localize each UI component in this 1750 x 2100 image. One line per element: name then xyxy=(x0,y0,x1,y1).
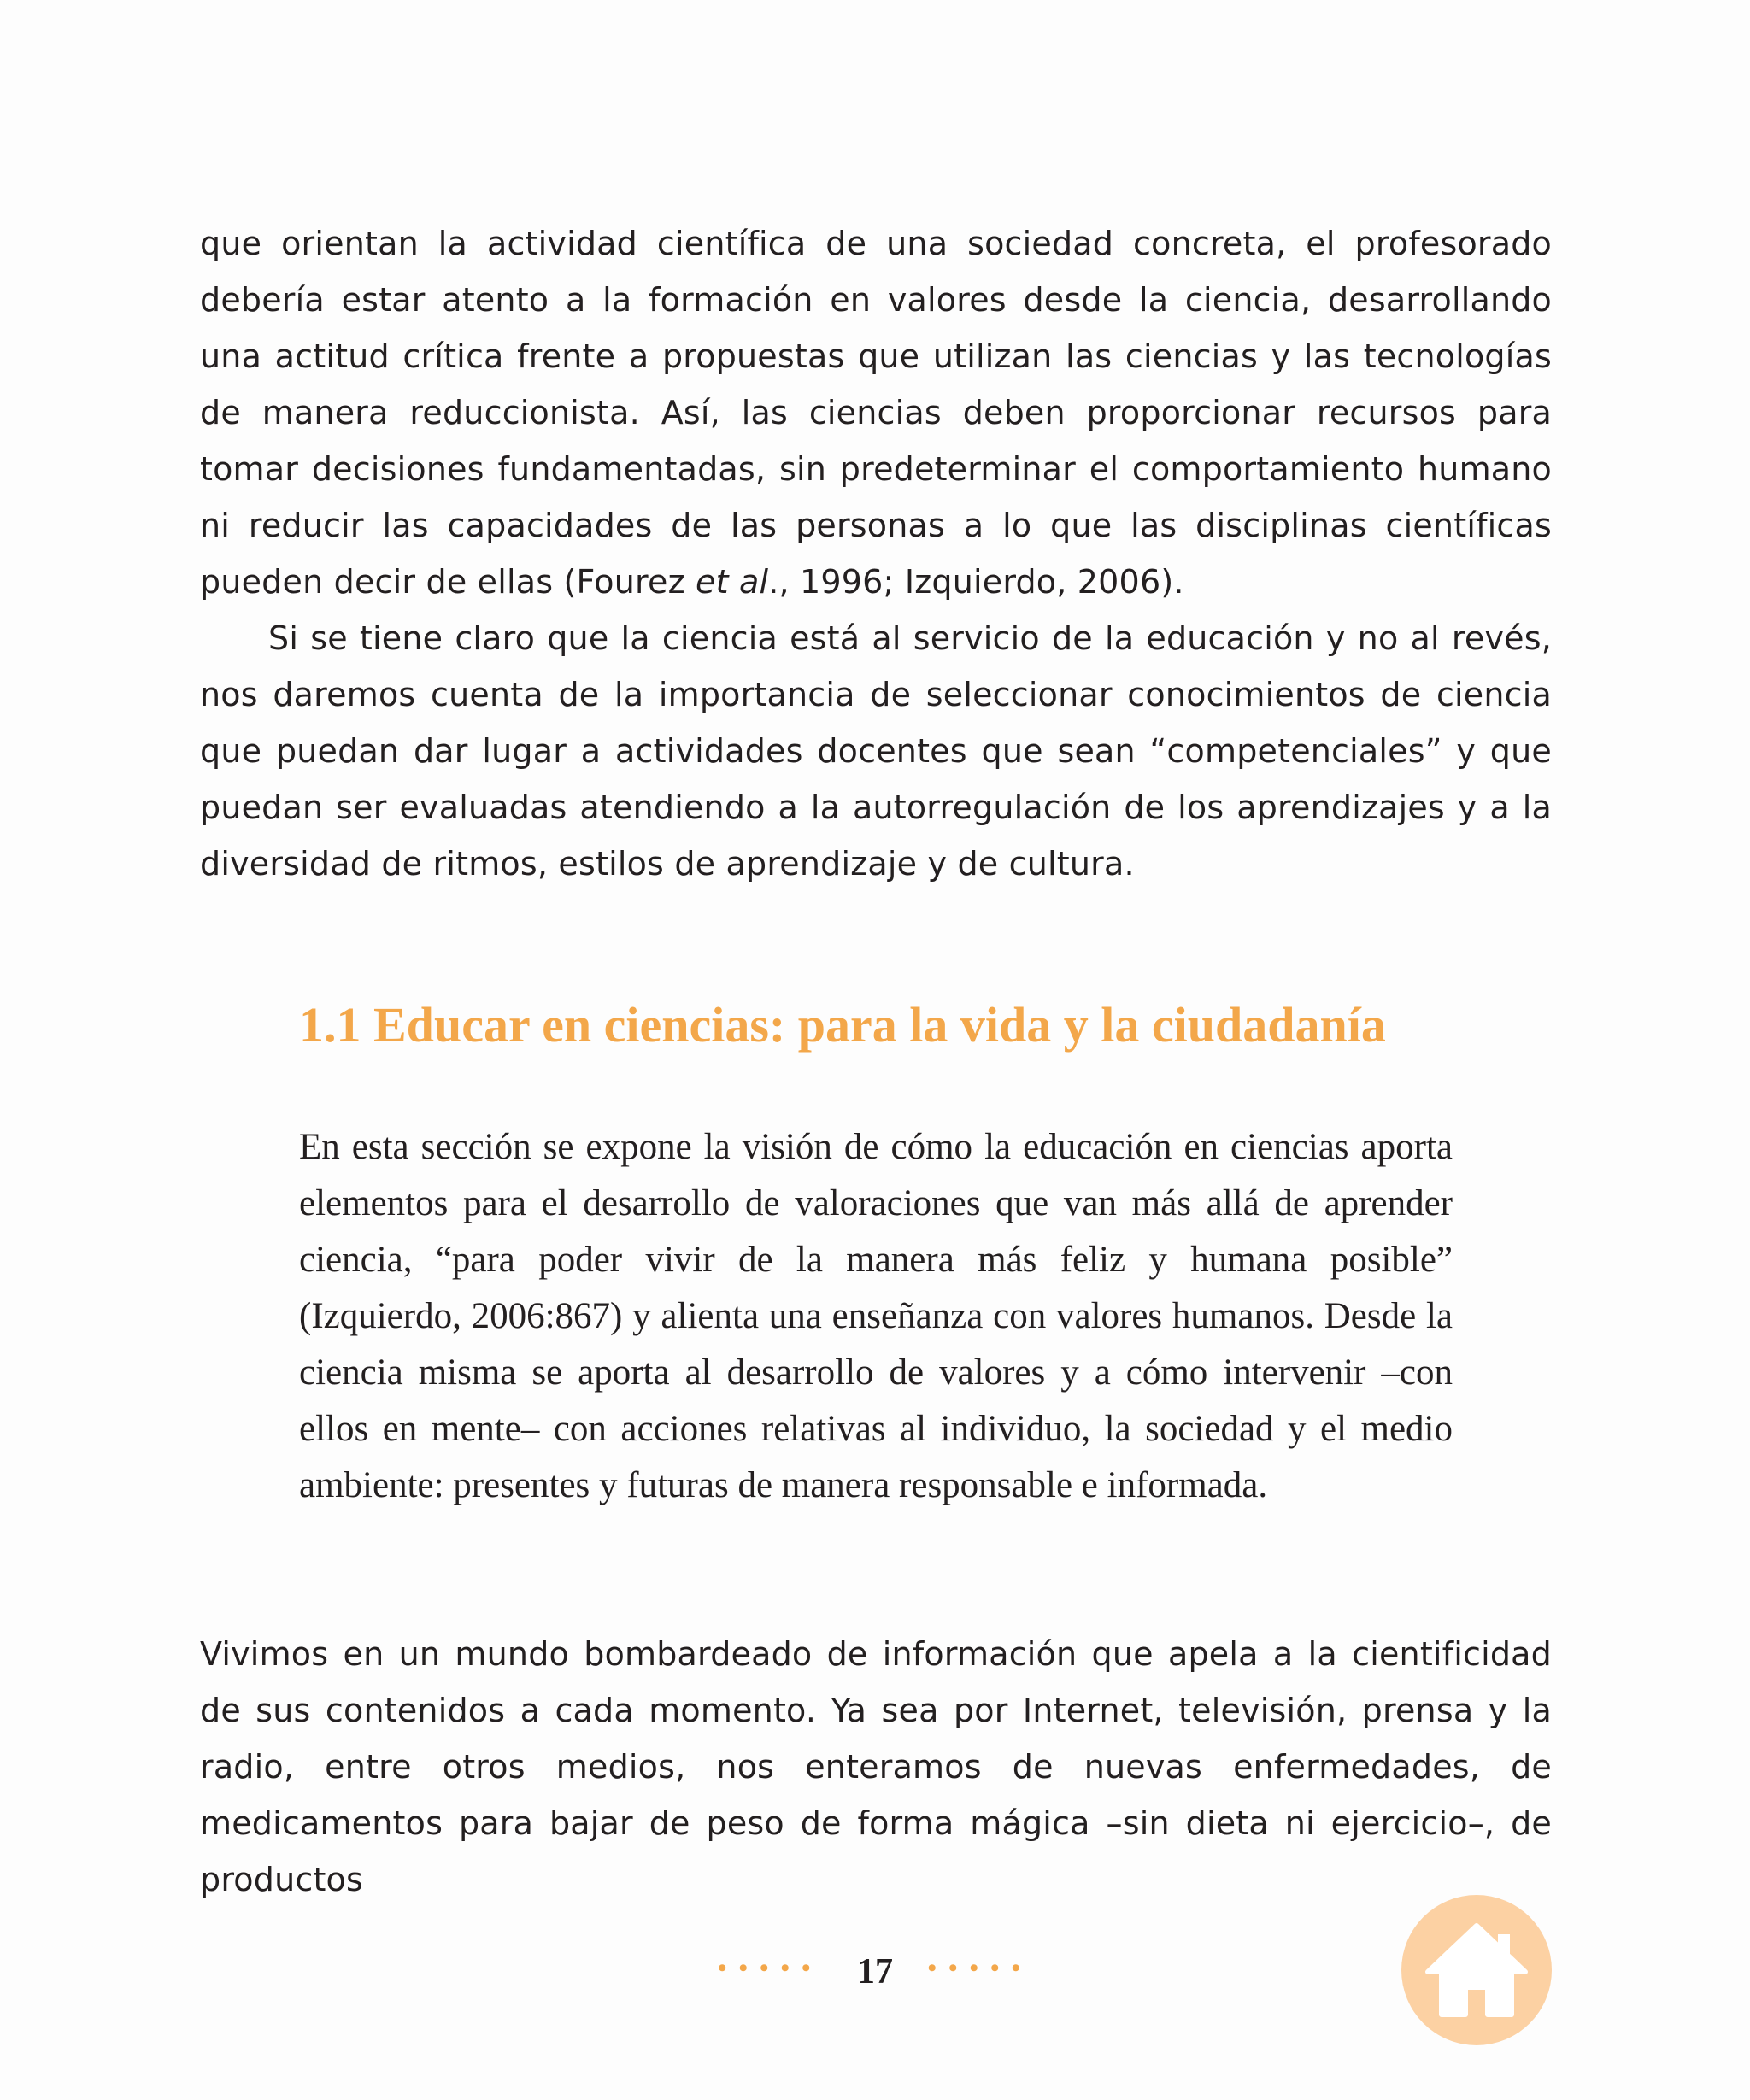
citation-et-al: et al xyxy=(696,563,769,601)
footer-dots-right: ••••• xyxy=(927,1954,1033,1983)
paragraph-continuation: que orientan la actividad científica de una sociedad concreta, el profesorado debería estar atento a la formación en valores desde la ciencia, desarrollando una actitud crítica frente a propuestas que utilizan las ciencias y las tecnologías de manera reduccionista. Así, las ciencias deben proporcionar recursos para tomar decisiones fundamentadas, sin predeterminar el comportamiento humano ni reducir las capacidades de las personas a lo que las disciplinas científicas pueden decir de ellas (Fourez et al., 1996; Izquierdo, 2006). xyxy=(200,225,1552,601)
section-title: 1.1 Educar en ciencias: para la vida y la ciudadanía xyxy=(299,997,1386,1053)
footer-dots-left: ••••• xyxy=(717,1954,823,1983)
section-abstract: En esta sección se expone la visión de cómo la educación en ciencias aporta elementos para el desarrollo de valoraciones que van más allá de aprender ciencia, “para poder vivir de la manera más feliz y humana posible” (Izquierdo, 2006:867) y alienta una enseñanza con valores humanos. Desde la ciencia misma se aporta al desarrollo de valores y a cómo intervenir –con ellos en mente– con acciones relativas al individuo, la sociedad y el medio ambiente: presentes y futuras de manera responsable e informada. xyxy=(299,1127,1453,1505)
home-icon xyxy=(1423,1919,1530,2021)
body-text-top xyxy=(200,215,1552,892)
body-text-bottom xyxy=(200,1626,1552,1908)
home-button[interactable] xyxy=(1401,1895,1552,2045)
paragraph-vivimos: Vivimos en un mundo bombardeado de información que apela a la cientificidad de sus contenidos a cada momento. Ya sea por Internet, televisión, prensa y la radio, entre otros medios, nos enteramos de nuevas enfermedades, de medicamentos para bajar de peso de forma mágica –sin dieta ni ejercicio–, de productos xyxy=(200,1635,1552,1898)
page-number: 17 xyxy=(857,1952,893,1992)
paragraph-competencias: Si se tiene claro que la ciencia está al servicio de la educación y no al revés, nos daremos cuenta de la importancia de seleccionar conocimientos de ciencia que puedan dar lugar a actividades docentes que sean “competenciales” y que puedan ser evaluadas atendiendo a la autorregulación de los aprendizajes y a la diversidad de ritmos, estilos de aprendizaje y de cultura. xyxy=(200,619,1552,883)
